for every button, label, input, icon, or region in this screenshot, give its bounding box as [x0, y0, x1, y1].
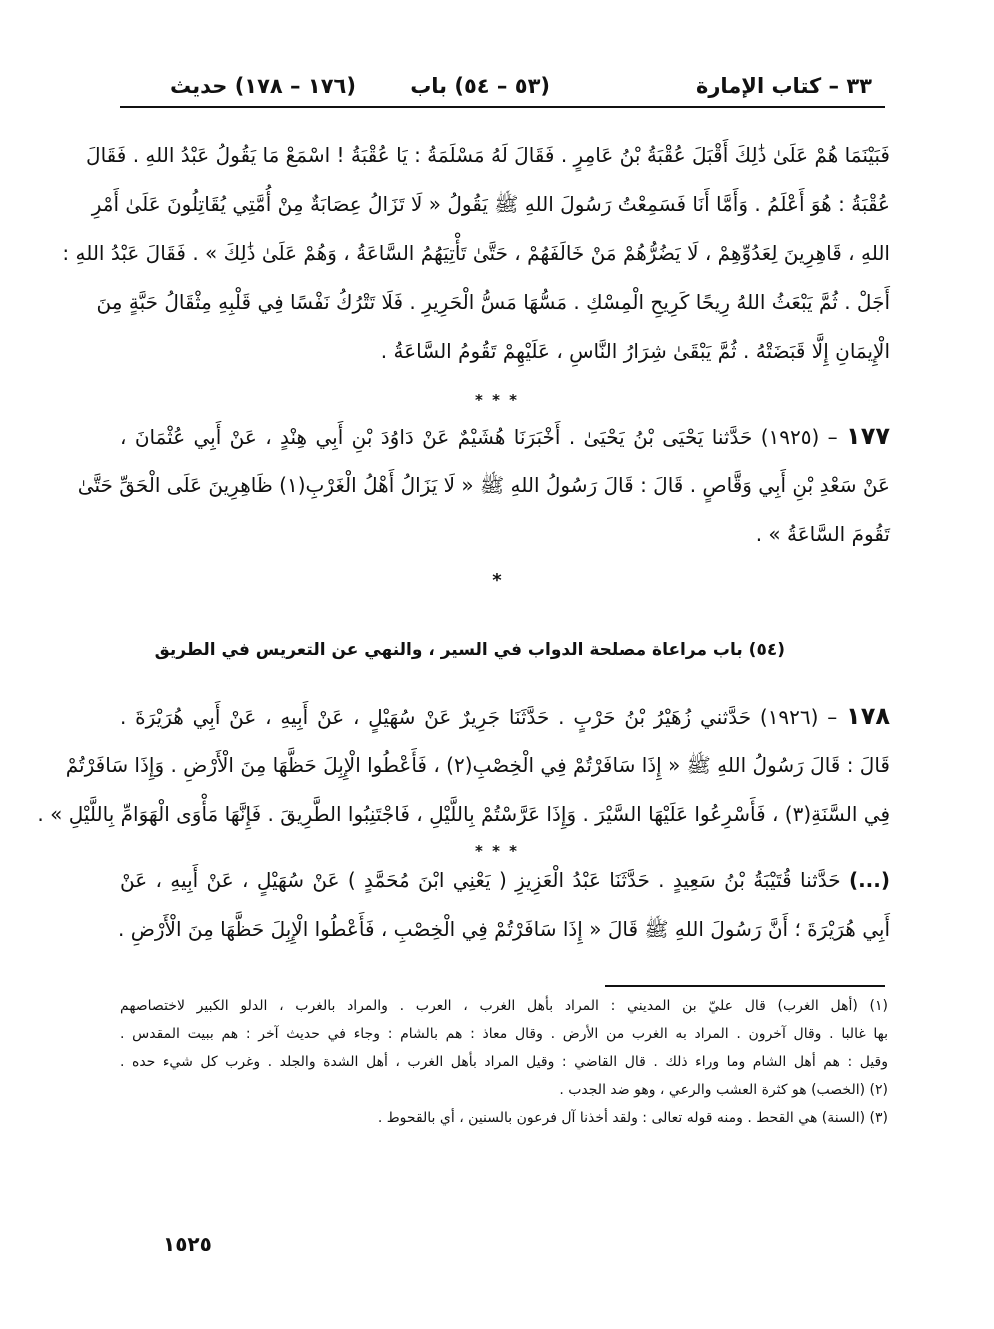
text-line: الْإِيمَانِ إِلَّا قَبَضَتْهُ . ثُمَّ يَبْقَىٰ شِرَارُ النَّاسِ ، عَلَيْهِمْ تَقُومُ السَّاعَةُ . — [380, 339, 890, 363]
section-stars: * * * — [475, 391, 519, 409]
footnote-line: (١) (أهل الغرب) قال عليّ بن المديني : المراد بأهل الغرب ، العرب . والمراد بالغرب ، الدلو الكبير لاختصاصهم — [120, 998, 888, 1014]
text-line — [120, 412, 890, 461]
footnotes — [120, 992, 888, 1132]
header-chapter-range: (٥٣ – ٥٤) باب — [410, 74, 550, 98]
text-line: قَالَ : قَالَ رَسُولُ اللهِ ﷺ « إِذَا سَافَرْتُمْ فِي الْخِصْبِ(٢) ، فَأَعْطُوا الْإِبِلَ حَظَّهَا مِنَ الْأَرْضِ . وَإِذَا سَافَرْتُمْ — [65, 753, 890, 777]
hadith-177 — [77, 412, 890, 559]
text-line: اللهِ ، قَاهِرِينَ لِعَدُوِّهِمْ ، لَا يَضُرُّهُمْ مَنْ خَالَفَهُمْ ، حَتَّىٰ تَأْتِيَهُمُ السَّاعَةُ ، وَهُمْ عَلَىٰ ذَٰلِكَ » . فَقَالَ عَبْدُ اللهِ : — [62, 241, 890, 265]
footnote-line: بها غالبا . وقال آخرون . المراد به الغرب من الأرض . وقال معاذ : هم بالشام : وجاء في حديث آخر : هم ببيت المقدس . — [120, 1026, 888, 1042]
footnote-rule — [605, 985, 885, 987]
running-header — [120, 68, 880, 108]
hadith-number: ١٧٧ — [846, 422, 890, 450]
footnote-line: (٣) (السنة) هي القحط . ومنه قوله تعالى : ولقد أخذنا آل فرعون بالسنين ، أي بالقحوط . — [377, 1110, 888, 1126]
section-stars: * * * — [475, 842, 519, 860]
page-number: ١٥٢٥ — [163, 1232, 212, 1256]
header-book-title: ٣٣ – كتاب الإمارة — [695, 74, 872, 98]
hadith-number: ١٧٨ — [846, 702, 890, 730]
footnote-line: (٢) (الخصب) هو كثرة العشب والرعي ، وهو ضد الجدب . — [559, 1082, 888, 1098]
hadith-text: – (١٩٢٦) حَدَّثني زُهَيْرُ بْنُ حَرْبٍ . حَدَّثَنَا جَرِيرٌ عَنْ سُهَيْلٍ ، عَنْ أَبِيهِ ، عَنْ أَبِي هُرَيْرَةَ . — [120, 705, 838, 729]
text-line: عَنْ سَعْدِ بْنِ أَبِي وَقَّاصٍ . قَالَ : قَالَ رَسُولُ اللهِ ﷺ « لَا يَزَالُ أَهْلُ الْغَرْبِ(١) ظَاهِرِينَ عَلَى الْحَقِّ حَتَّىٰ — [77, 473, 890, 497]
chapter-title: (٥٤) باب مراعاة مصلحة الدواب في السير ، والنهي عن التعريس في الطريق — [154, 640, 785, 660]
text-line — [120, 692, 890, 741]
text-line: عُقْبَةُ : هُوَ أَعْلَمُ . وَأَمَّا أَنَا فَسَمِعْتُ رَسُولَ اللهِ ﷺ يَقُولُ « لَا تَزَالُ عِصَابَةٌ مِنْ أُمَّتِي يُقَاتِلُونَ عَلَىٰ أَمْرِ — [91, 192, 890, 216]
hadith-178 — [37, 692, 890, 839]
hadith-178-second-chain — [117, 856, 891, 954]
hadith-176-continuation — [62, 131, 890, 376]
chapter-divider: * — [492, 570, 502, 591]
header-hadith-range: (١٧٦ – ١٧٨) حديث — [170, 74, 356, 98]
text-line: فَبَيْنَمَا هُمْ عَلَىٰ ذَٰلِكَ أَقْبَلَ عُقْبَةُ بْنُ عَامِرٍ . فَقَالَ لَهُ مَسْلَمَةُ : يَا عُقْبَةُ ! اسْمَعْ مَا يَقُولُ عَبْدُ اللهِ . فَقَالَ — [86, 143, 890, 167]
text-line: تَقُومَ السَّاعَةُ » . — [755, 522, 890, 546]
text-line: أَجَلْ . ثُمَّ يَبْعَثُ اللهُ رِيحًا كَرِيحِ الْمِسْكِ . مَسُّهَا مَسُّ الْحَرِيرِ . فَلَا تَتْرُكُ نَفْسًا فِي قَلْبِهِ مِثْقَالُ حَبَّةٍ مِنَ — [96, 290, 890, 314]
text-line — [120, 856, 890, 905]
footnote-line: وقيل : هم أهل الشام وما وراء ذلك . قال القاضي : وقيل المراد بأهل الغرب ، أهل الشدة والجلد . وغرب كل شيء حده . — [120, 1054, 888, 1070]
text-line: أَبِي هُرَيْرَةَ ؛ أَنَّ رَسُولَ اللهِ ﷺ قَالَ « إِذَا سَافَرْتُمْ فِي الْخِصْبِ ، فَأَعْطُوا الْإِبِلَ حَظَّهَا مِنَ الْأَرْضِ . — [117, 917, 890, 941]
hadith-text: – (١٩٢٥) حَدَّثنا يَحْيَى بْنُ يَحْيَىٰ . أَخْبَرَنَا هُشَيْمٌ عَنْ دَاوُدَ بْنِ أَبِي هِنْدٍ ، عَنْ أَبِي عُثْمَانَ ، — [120, 425, 838, 449]
text-line: فِي السَّنَةِ(٣) ، فَأَسْرِعُوا عَلَيْهَا السَّيْرَ . وَإِذَا عَرَّسْتُمْ بِاللَّيْلِ ، فَاجْتَنِبُوا الطَّرِيقَ . فَإِنَّهَا مَأْوَى الْهَوَامِّ بِاللَّيْلِ » . — [37, 802, 890, 826]
hadith-number: (...) — [848, 868, 891, 892]
hadith-text: حَدَّثنا قُتَيْبَةُ بْنُ سَعِيدٍ . حَدَّثَنَا عَبْدُ الْعَزِيزِ ( يَعْنِي ابْنَ مُحَمَّدٍ ) عَنْ سُهَيْلٍ ، عَنْ أَبِيهِ ، عَنْ — [120, 868, 841, 892]
header-rule — [120, 106, 885, 108]
